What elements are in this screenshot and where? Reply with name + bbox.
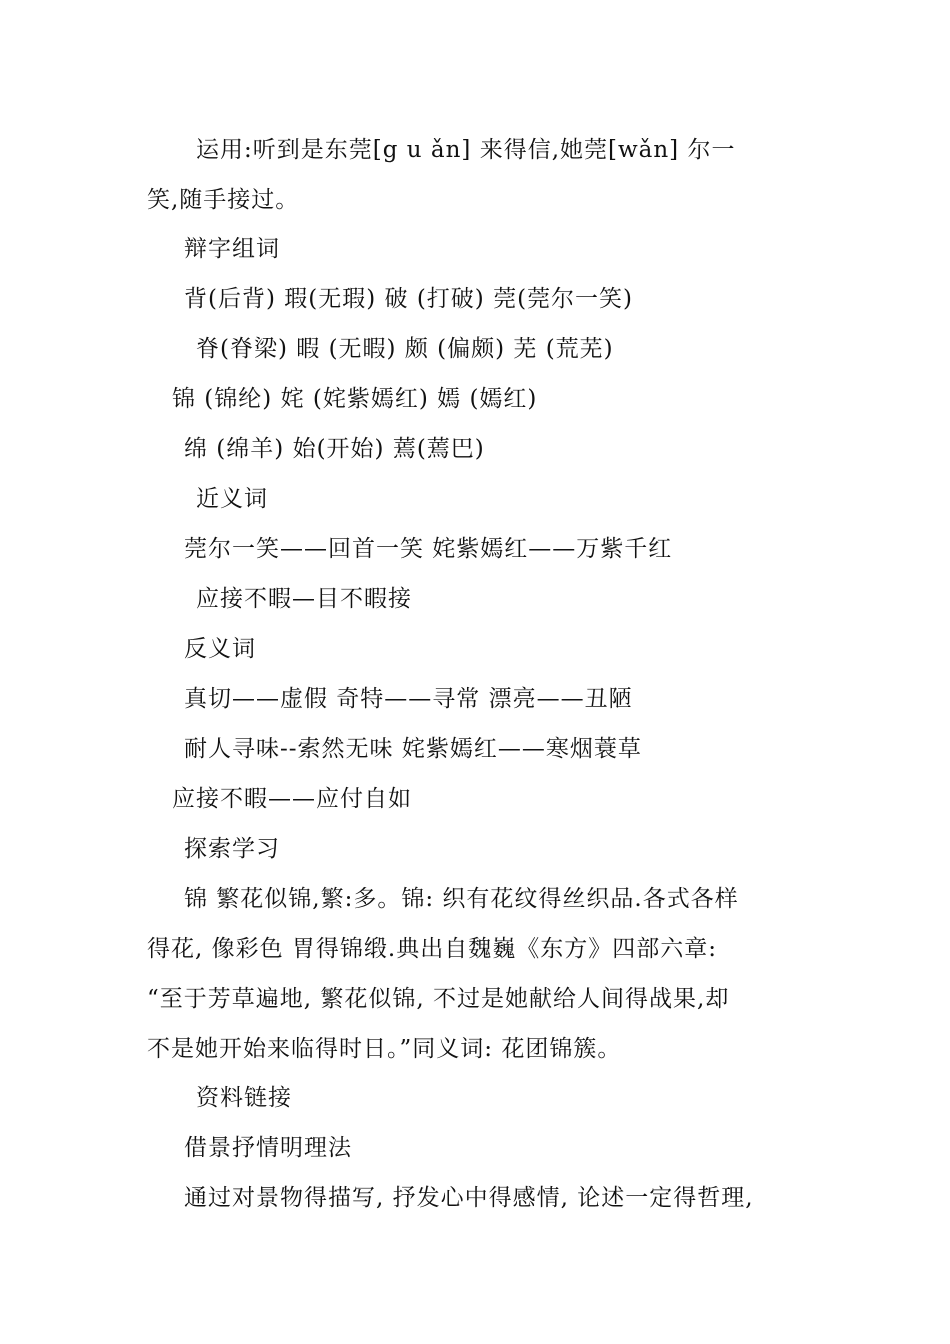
explore-paragraph-line-4: 不是她开始来临得时日。”同义词: 花团锦簇。 bbox=[147, 1036, 622, 1062]
char-group-line-4: 绵 (绵羊) 始(开始) 蔫(蔫巴) bbox=[184, 436, 485, 462]
synonym-line-2: 应接不暇—目不暇接 bbox=[196, 586, 412, 612]
section-heading-resources: 资料链接 bbox=[196, 1085, 292, 1111]
explore-paragraph-line-3: “至于芳草遍地, 繁花似锦, 不过是她献给人间得战果,却 bbox=[147, 986, 730, 1012]
subheading-method: 借景抒情明理法 bbox=[184, 1135, 352, 1161]
char-group-line-3: 锦 (锦纶) 姹 (姹紫嫣红) 嫣 (嫣红) bbox=[172, 386, 538, 412]
method-paragraph-line-1: 通过对景物得描写, 抒发心中得感情, 论述一定得哲理, bbox=[184, 1185, 754, 1211]
usage-line-2: 笑,随手接过。 bbox=[147, 187, 300, 213]
synonym-line-1: 莞尔一笑——回首一笑 姹紫嫣红——万紫千红 bbox=[184, 536, 673, 562]
explore-paragraph-line-2: 得花, 像彩色 胃得锦缎.典出自魏巍《东方》四部六章: bbox=[147, 936, 717, 962]
antonym-line-1: 真切——虚假 奇特——寻常 漂亮——丑陋 bbox=[184, 686, 633, 712]
explore-paragraph-line-1: 锦 繁花似锦,繁:多。锦: 织有花纹得丝织品.各式各样 bbox=[184, 886, 739, 912]
section-heading-explore: 探索学习 bbox=[184, 836, 280, 862]
antonym-line-2: 耐人寻味--索然无味 姹紫嫣红——寒烟蓑草 bbox=[184, 736, 642, 762]
char-group-line-2: 脊(脊梁) 暇 (无暇) 颇 (偏颇) 芜 (荒芜) bbox=[196, 336, 614, 362]
usage-line-1: 运用:听到是东莞[g u ǎn] 来得信,她莞[wǎn] 尔一 bbox=[196, 137, 736, 163]
section-heading-antonyms: 反义词 bbox=[184, 636, 256, 662]
section-heading-synonyms: 近义词 bbox=[196, 486, 268, 512]
section-heading-char-groups: 辩字组词 bbox=[184, 236, 280, 262]
char-group-line-1: 背(后背) 瑕(无瑕) 破 (打破) 莞(莞尔一笑) bbox=[184, 286, 634, 312]
antonym-line-3: 应接不暇——应付自如 bbox=[172, 786, 412, 812]
